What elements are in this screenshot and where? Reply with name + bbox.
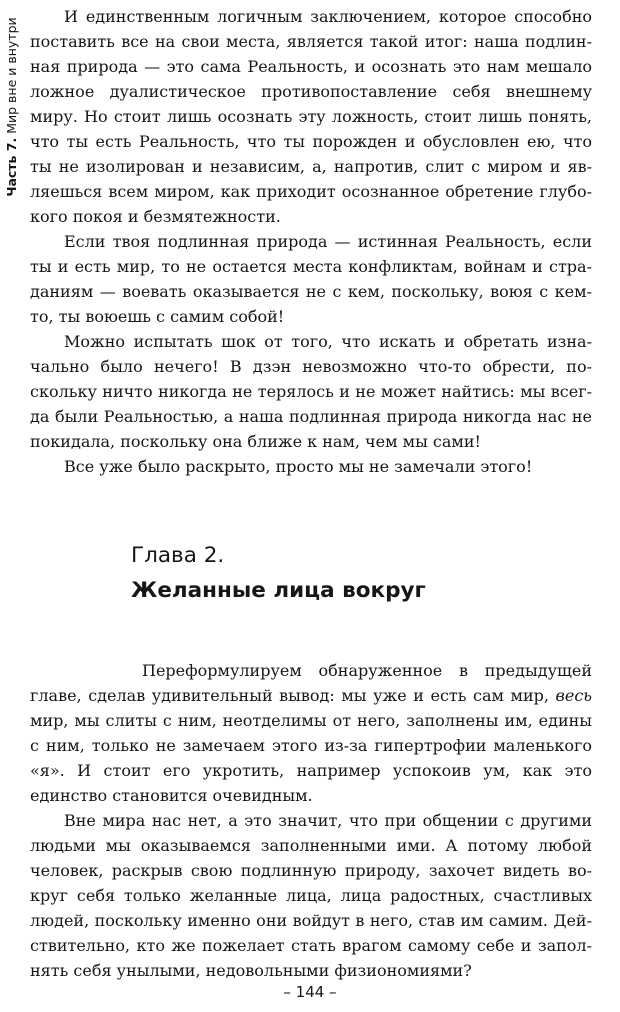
paragraph: И единственным логичным заключением, которое способно поставить все на свои места, является такой итог: наша подлинная природа — это сама Реальность, и осознать это нам мешало ложное дуалистическое противопоставление себя внешнему миру. Но стоит лишь осознать эту ложность, стоит лишь понять, что ты есть Реальность, что ты порожден и обусловлен ею, что ты не изолирован и независим, а, напротив, слит с миром и являешься всем миром, как приходит осознанное обретение глубокого покоя и безмятежности. [30, 7, 592, 226]
part-label: Часть 7. [4, 137, 19, 197]
chapter-number: Глава 2. [131, 543, 225, 568]
paragraph-text: мир, мы слиты с ним, неотделимы от него, заполнены им, едины с ним, только не замечаем этого из-за гипертрофии маленького «я». И стоит его укротить, например успокоив ум, как это единство становится очевидным. [30, 711, 592, 805]
body-text-top [30, 4, 592, 479]
chapter-title: Желанные лица вокруг [131, 578, 426, 603]
paragraph: Можно испытать шок от того, что искать и обретать изначально было нечего! В дзэн невозможно что-то обрести, поскольку ничто никогда не терялось и не может найтись: мы всегда были Реальностью, а наша подлинная природа никогда нас не покидала, поскольку она ближе к нам, чем мы сами! [30, 332, 592, 451]
paragraph-text: Переформулируем обнаруженное в предыдущей главе, сделав удивительный вывод: мы уже и есть сам мир, [30, 661, 592, 705]
page-number: – 144 – [283, 983, 337, 1001]
paragraph: Вне мира нас нет, а это значит, что при общении с другими людьми мы оказываемся заполненными ими. А потому любой человек, раскрыв свою подлинную природу, захочет видеть вокруг себя только желанные лица, лица радостных, счастливых людей, поскольку именно они войдут в него, став им самим. Действительно, кто же пожелает стать врагом самому себе и заполнять себя унылыми, недовольными физиономиями? [30, 811, 592, 980]
running-head [3, 7, 21, 207]
part-title: Мир вне и внутри [4, 17, 19, 138]
paragraph: Если твоя подлинная природа — истинная Реальность, если ты и есть мир, то не остается места конфликтам, войнам и страданиям — воевать оказывается не с кем, поскольку, воюя с кем-то, ты воюешь с самим собой! [30, 232, 592, 326]
paragraph: Все уже было раскрыто, просто мы не замечали этого! [64, 457, 533, 476]
paragraph [30, 658, 592, 808]
body-text-bottom [30, 658, 592, 983]
emphasis-text: весь [555, 686, 592, 705]
